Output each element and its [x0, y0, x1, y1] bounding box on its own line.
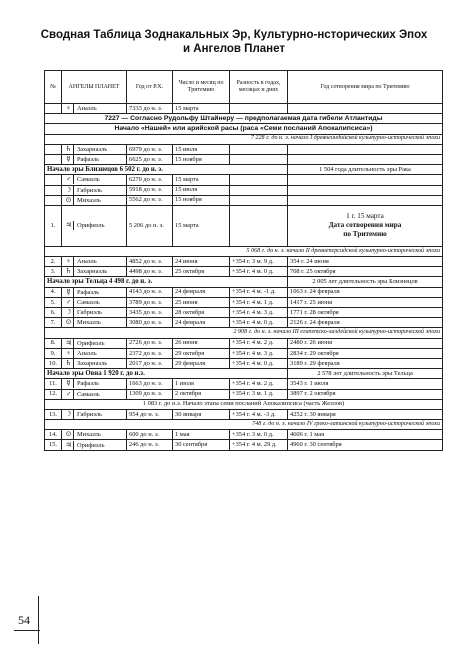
header-diff: Разность в годах, месяцах и днях: [230, 71, 288, 104]
angel-name: Габриэль: [77, 309, 102, 317]
year-cell: 4852 до н. э.: [127, 257, 173, 267]
table-row: [45, 358, 443, 368]
title-line-2: и Ангелов Планет: [183, 43, 285, 55]
symbol-divider: [73, 359, 74, 368]
diff-cell: +354 г. 3 м. 9 д.: [230, 257, 288, 267]
row-number: [45, 175, 62, 185]
row-number: 3.: [45, 267, 62, 277]
row-number: [45, 154, 62, 164]
row-number: 1.: [45, 205, 62, 246]
creation-cell: 4252 г. 30 января: [288, 409, 443, 419]
creation-cell: 1771 г. 28 октября: [288, 308, 443, 318]
row-number: 8.: [45, 338, 62, 348]
year-cell: 4498 до н. э.: [127, 267, 173, 277]
angel-cell: [62, 358, 127, 368]
page-number: 54: [18, 613, 30, 627]
row-number: 14.: [45, 430, 62, 440]
angel-cell: [62, 348, 127, 358]
epoch-text: 748 г. до н. э. начало IV греко-латинской культурно-исторической эпохи: [45, 420, 443, 430]
angel-cell: [62, 440, 127, 450]
era-row: [45, 277, 443, 287]
creation-cell: 1417 г. 25 июня: [288, 297, 443, 307]
planet-symbol-icon: ♃: [65, 338, 72, 347]
table-row: [45, 318, 443, 328]
angel-cell: [62, 257, 127, 267]
angel-cell: [62, 205, 127, 246]
table-row: [45, 185, 443, 195]
angel-name: Габриэль: [77, 186, 102, 194]
creation-line: Дата сотворения мира: [328, 221, 402, 230]
diff-cell: [230, 205, 288, 246]
row-number: 13.: [45, 409, 62, 419]
symbol-divider: [73, 186, 74, 195]
planet-symbol-icon: ♂: [65, 297, 72, 306]
angel-cell: [62, 287, 127, 297]
angel-cell: [62, 409, 127, 419]
planet-symbol-icon: ☽: [65, 185, 72, 194]
table-row: [45, 175, 443, 185]
era-start: Начало эры Овна 1 920 г. до н.э.: [45, 369, 288, 379]
angel-name: Самаэль: [77, 390, 100, 398]
year-cell: 7333 до н. э.: [127, 104, 173, 114]
angel-name: Рафаэль: [77, 156, 100, 163]
epoch-text: 5 068 г. до н. э. начало II древнеперсидской культурно-исторической эпохи: [45, 246, 443, 256]
date-cell: 30 сентября: [173, 440, 230, 450]
table-row: [45, 297, 443, 307]
table-row: [45, 430, 443, 440]
planet-symbol-icon: ☽: [65, 409, 72, 418]
table-row: [45, 195, 443, 205]
angel-name: Рафаэль: [77, 380, 100, 388]
creation-cell: 1063 г. 24 февраля: [288, 287, 443, 297]
creation-line: 1 г. 15 марта: [346, 212, 384, 221]
date-cell: 24 февраля: [173, 287, 230, 297]
year-cell: 6625 до н. э.: [127, 154, 173, 164]
creation-cell: 708 г. 25 октября: [288, 267, 443, 277]
row-number: 11.: [45, 379, 62, 389]
year-cell: 6979 до н. э.: [127, 144, 173, 154]
table-row: [45, 348, 443, 358]
diff-cell: +354 г. 4 м. 1 д.: [230, 297, 288, 307]
creation-cell: [288, 205, 443, 246]
date-cell: 29 февраля: [173, 358, 230, 368]
angel-name: Рафаэль: [77, 288, 100, 296]
note-row: [45, 399, 443, 409]
epoch-row: [45, 420, 443, 430]
year-cell: 2017 до н. э.: [127, 358, 173, 368]
symbol-divider: [73, 104, 74, 113]
year-cell: 2726 до н. э.: [127, 338, 173, 348]
angel-name: Анаэль: [77, 349, 97, 357]
angel-cell: [62, 318, 127, 328]
era-duration: 1 504 года длительность эры Рака: [288, 165, 443, 175]
angel-name: Михаэль: [77, 196, 101, 204]
year-cell: 2372 до н. э.: [127, 348, 173, 358]
row-number: 10.: [45, 358, 62, 368]
table-row: [45, 205, 443, 246]
symbol-divider: [73, 298, 74, 307]
symbol-divider: [73, 145, 74, 154]
heading-row: [45, 124, 443, 134]
creation-cell: [288, 104, 443, 114]
row-number: 4.: [45, 287, 62, 297]
diff-cell: +354 г. 4 м. 3 д.: [230, 308, 288, 318]
creation-cell: [288, 185, 443, 195]
date-cell: 25 октября: [173, 267, 230, 277]
date-cell: 24 февраля: [173, 318, 230, 328]
year-cell: 3080 до н. э.: [127, 318, 173, 328]
angel-name: Орифиэль: [77, 222, 105, 230]
symbol-divider: [73, 221, 74, 230]
creation-cell: 354 г. 24 июня: [288, 257, 443, 267]
creation-cell: 2126 г. 24 февраля: [288, 318, 443, 328]
symbol-divider: [73, 410, 74, 419]
angel-name: Захарнаэль: [77, 145, 108, 153]
epoch-text: 2 908 г. до н. э. начало III египетско-халдейской культурно-исторической эпохи: [45, 328, 443, 338]
table-row: [45, 308, 443, 318]
header-creation: Год сотворения мира по Тритемию: [288, 71, 443, 104]
symbol-divider: [73, 308, 74, 317]
angel-cell: [62, 175, 127, 185]
date-cell: 15 марта: [173, 104, 230, 114]
era-start: Начало эры Тельца 4 498 г. до н. э.: [45, 277, 288, 287]
row-number: 15.: [45, 440, 62, 450]
symbol-divider: [73, 441, 74, 450]
year-cell: 3435 до н. э.: [127, 308, 173, 318]
angel-cell: [62, 308, 127, 318]
era-row: [45, 369, 443, 379]
creation-cell: 3543 г. 1 июля: [288, 379, 443, 389]
creation-cell: [288, 175, 443, 185]
angel-cell: [62, 379, 127, 389]
angel-name: Захарнаэль: [77, 360, 108, 367]
row-number: 12.: [45, 389, 62, 399]
row-number: [45, 144, 62, 154]
date-cell: 2 октября: [173, 389, 230, 399]
creation-cell: [288, 195, 443, 205]
year-cell: 5562 до н. э.: [127, 195, 173, 205]
epoch-row: [45, 328, 443, 338]
heading-row: [45, 114, 443, 124]
creation-cell: 2480 г. 26 июня: [288, 338, 443, 348]
angel-cell: [62, 389, 127, 399]
planet-symbol-icon: ♄: [65, 144, 72, 153]
row-number: [45, 104, 62, 114]
angel-cell: [62, 185, 127, 195]
row-number: 9.: [45, 348, 62, 358]
planet-symbol-icon: ⊙: [65, 318, 72, 327]
angel-name: Анаэль: [77, 258, 97, 266]
diff-cell: +354 г. 4 м. 0 д.: [230, 318, 288, 328]
planet-symbol-icon: ♀: [65, 348, 72, 357]
angel-name: Захарнаэль: [77, 268, 108, 276]
table-row: [45, 104, 443, 114]
angel-cell: [62, 144, 127, 154]
date-cell: 1 мая: [173, 430, 230, 440]
diff-cell: +354 г. 4 м. 2 д.: [230, 338, 288, 348]
planet-symbol-icon: ⊙: [65, 195, 72, 204]
date-cell: 29 октября: [173, 348, 230, 358]
diff-cell: +354 г. 4 м. 29 д.: [230, 440, 288, 450]
table-row: [45, 257, 443, 267]
heading-text: 7227 — Согласно Рудольфу Штайнеру — предполагаемая дата гибели Атлантиды: [45, 114, 443, 124]
angel-name: Орифиэль: [77, 339, 105, 347]
planet-symbol-icon: ♄: [65, 267, 72, 276]
page-corner-line-vertical: [38, 596, 39, 644]
row-number: 5.: [45, 297, 62, 307]
summary-table: [44, 70, 443, 451]
table-header-row: [45, 71, 443, 104]
date-cell: 26 июня: [173, 338, 230, 348]
planet-symbol-icon: ☽: [65, 308, 72, 317]
symbol-divider: [73, 267, 74, 276]
row-number: 7.: [45, 318, 62, 328]
symbol-divider: [73, 175, 74, 184]
symbol-divider: [73, 155, 74, 164]
header-angels: АНГЕЛЫ ПЛАНЕТ: [62, 71, 127, 104]
angel-name: Михаэль: [77, 319, 101, 327]
symbol-divider: [73, 390, 74, 399]
creation-cell: [288, 154, 443, 164]
planet-symbol-icon: ♂: [65, 389, 72, 398]
diff-cell: [230, 175, 288, 185]
planet-symbol-icon: ⊙: [65, 430, 72, 439]
planet-symbol-icon: ♃: [65, 440, 72, 449]
year-cell: 4143 до н. э.: [127, 287, 173, 297]
planet-symbol-icon: ♄: [65, 359, 72, 367]
year-cell: 5918 до н. э.: [127, 185, 173, 195]
year-cell: 3789 до н. э.: [127, 297, 173, 307]
date-cell: 24 июня: [173, 257, 230, 267]
symbol-divider: [73, 257, 74, 266]
creation-line: по Тритемию: [343, 230, 387, 239]
diff-cell: [230, 185, 288, 195]
table-row: [45, 389, 443, 399]
symbol-divider: [73, 288, 74, 297]
diff-cell: [230, 104, 288, 114]
page-corner-line-horizontal: [14, 630, 40, 631]
creation-cell: 4960 г. 30 сентября: [288, 440, 443, 450]
diff-cell: +354 г. 3 м. 1 д.: [230, 389, 288, 399]
diff-cell: +354 г. 4 м. -1 д.: [230, 287, 288, 297]
heading-text: Начало «Нашей» или арийской расы (раса «Семи посланий Апокалипсиса»): [45, 124, 443, 134]
year-cell: 6270 до н. э.: [127, 175, 173, 185]
angel-cell: [62, 430, 127, 440]
angel-name: Габриэль: [77, 410, 102, 418]
planet-symbol-icon: ♀: [65, 104, 72, 113]
year-cell: 1663 до н. э.: [127, 379, 173, 389]
planet-symbol-icon: ♃: [65, 221, 72, 230]
creation-cell: 4606 г. 1 мая: [288, 430, 443, 440]
angel-cell: [62, 154, 127, 164]
date-cell: 15 июля: [173, 144, 230, 154]
year-cell: 600 до н. э.: [127, 430, 173, 440]
angel-name: Анаэль: [77, 105, 97, 113]
era-start: Начало эры Близнецов 6 502 г. до н. э.: [45, 165, 288, 175]
diff-cell: +354 г. 4 м. 2 д.: [230, 379, 288, 389]
era-duration: 2 578 лет длительность эры Тельца: [288, 369, 443, 379]
angel-cell: [62, 267, 127, 277]
angel-cell: [62, 104, 127, 114]
page-title: [0, 28, 468, 56]
era-duration: 2 005 лет длительность эры Близнецов: [288, 277, 443, 287]
year-cell: 1309 до н. э.: [127, 389, 173, 399]
table-row: [45, 267, 443, 277]
era-row: [45, 165, 443, 175]
date-cell: 15 марта: [173, 205, 230, 246]
creation-cell: 3189 г. 29 февраля: [288, 358, 443, 368]
header-num: №: [45, 71, 62, 104]
title-line-1: Сводная Таблица Зоднакальных Эр, Культурно-нсторических Эпох: [40, 29, 428, 41]
diff-cell: [230, 144, 288, 154]
date-cell: 25 июня: [173, 297, 230, 307]
planet-symbol-icon: ♀: [65, 257, 72, 266]
symbol-divider: [73, 349, 74, 358]
date-cell: 28 октября: [173, 308, 230, 318]
planet-symbol-icon: ☿: [66, 287, 71, 296]
year-cell: 246 до н. э.: [127, 440, 173, 450]
table-row: [45, 287, 443, 297]
symbol-divider: [73, 430, 74, 439]
row-number: [45, 195, 62, 205]
table-row: [45, 379, 443, 389]
angel-name: Самаэль: [77, 176, 100, 184]
planet-symbol-icon: ☿: [66, 379, 71, 388]
diff-cell: [230, 195, 288, 205]
diff-cell: +354 г. 4 м. 0 д.: [230, 358, 288, 368]
angel-name: Самаэль: [77, 298, 100, 306]
table-row: [45, 144, 443, 154]
creation-cell: 3897 г. 2 октября: [288, 389, 443, 399]
symbol-divider: [73, 318, 74, 327]
header-date: Число и месяц по Тритемию: [173, 71, 230, 104]
table-row: [45, 338, 443, 348]
diff-cell: +354 г. 4 м. -3 д.: [230, 409, 288, 419]
diff-cell: +354 г. 4 м. 0 д.: [230, 267, 288, 277]
symbol-divider: [73, 196, 74, 205]
angel-cell: [62, 195, 127, 205]
year-cell: 954 до н. э.: [127, 409, 173, 419]
creation-cell: [288, 144, 443, 154]
angel-cell: [62, 297, 127, 307]
epoch-row: [45, 134, 443, 144]
symbol-divider: [73, 339, 74, 348]
date-cell: 30 января: [173, 409, 230, 419]
table-row: [45, 154, 443, 164]
date-cell: 15 ноября: [173, 195, 230, 205]
row-number: [45, 185, 62, 195]
angel-name: Михаэль: [77, 431, 101, 439]
angel-cell: [62, 338, 127, 348]
epoch-row: [45, 246, 443, 256]
diff-cell: [230, 154, 288, 164]
row-number: 6.: [45, 308, 62, 318]
note-text: 1 083 г. до н.э. Начало этапа семи посланий Апокалипсиса (часть Жезлов): [45, 399, 443, 409]
header-year: Год от Р.Х.: [127, 71, 173, 104]
angel-name: Орифиэль: [77, 441, 105, 449]
table-body: [45, 104, 443, 451]
epoch-text: 7 228 г. до н. э. начало I древнеиндийской культурно-исторической эпохи: [45, 134, 443, 144]
symbol-divider: [73, 379, 74, 388]
date-cell: 15 марта: [173, 175, 230, 185]
year-cell: 5 206 до н. э.: [127, 205, 173, 246]
table-row: [45, 440, 443, 450]
diff-cell: +354 г. 4 м. 3 д.: [230, 348, 288, 358]
creation-cell: 2834 г. 29 октября: [288, 348, 443, 358]
planet-symbol-icon: ♂: [65, 175, 72, 184]
diff-cell: +354 г. 3 м. 0 д.: [230, 430, 288, 440]
date-cell: 15 июля: [173, 185, 230, 195]
row-number: 2.: [45, 257, 62, 267]
planet-symbol-icon: ☿: [66, 155, 71, 163]
date-cell: 1 июля: [173, 379, 230, 389]
date-cell: 15 ноября: [173, 154, 230, 164]
table-row: [45, 409, 443, 419]
